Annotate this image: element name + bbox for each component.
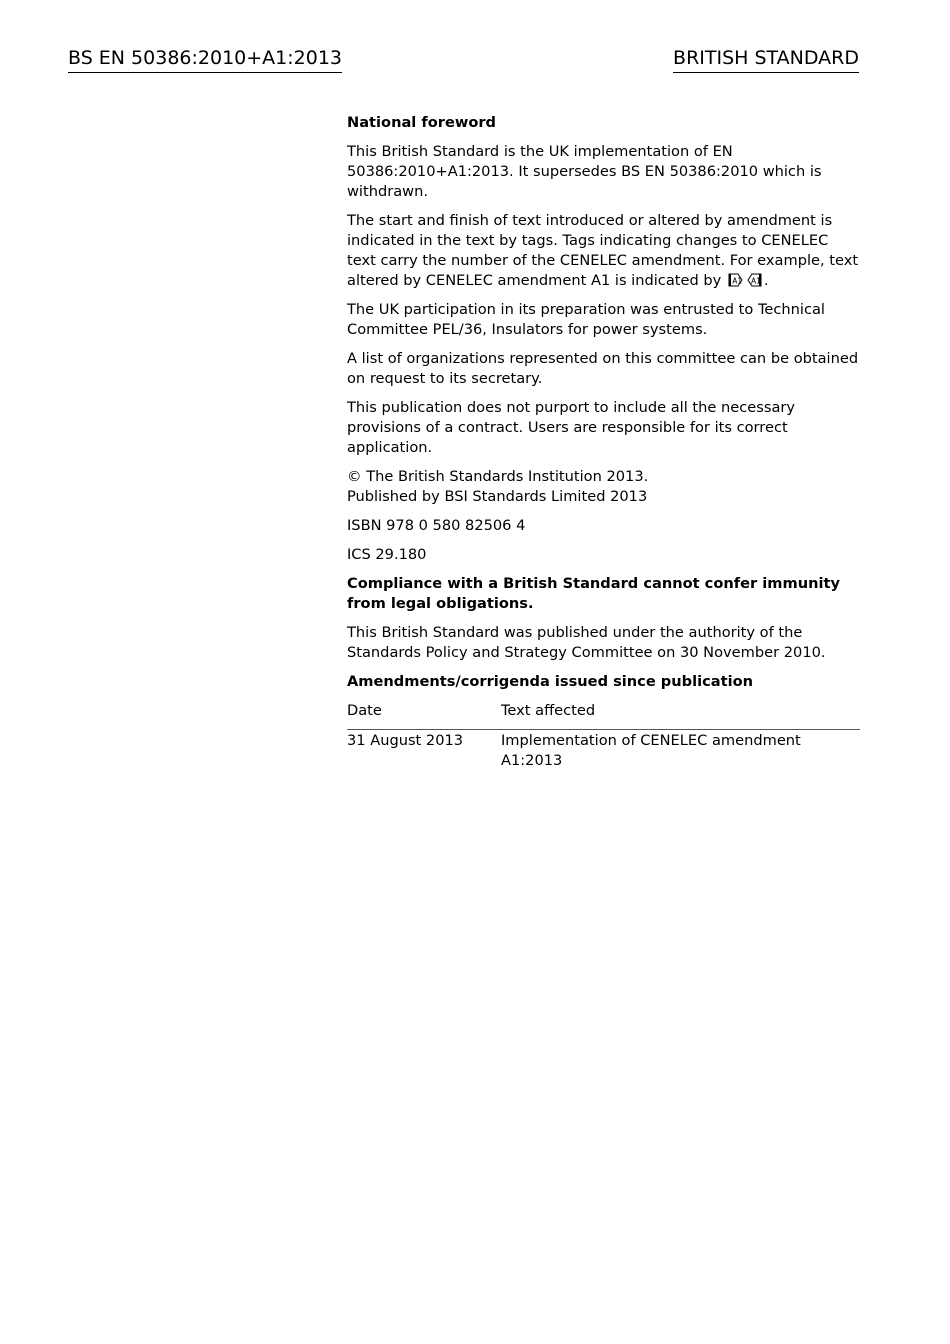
amendment-a1-end-tag-icon — [747, 273, 762, 287]
amendment-text-affected: Implementation of CENELEC amendment A1:2013 — [501, 732, 801, 769]
foreword-paragraph-organizations: A list of organizations represented on this committee can be obtained on request to its secretary. — [347, 350, 859, 387]
table-row — [347, 730, 860, 772]
tags-text-end: . — [763, 272, 769, 289]
ics: ICS 29.180 — [347, 546, 427, 563]
national-foreword-section — [347, 113, 860, 771]
amendment-date: 31 August 2013 — [347, 732, 464, 749]
isbn: ISBN 978 0 580 82506 4 — [347, 517, 526, 534]
column-header-date: Date — [347, 701, 501, 730]
document-number: BS EN 50386:2010+A1:2013 — [68, 46, 342, 73]
compliance-statement: Compliance with a British Standard cannot confer immunity from legal obligations. — [347, 575, 840, 612]
tags-text: The start and finish of text introduced or altered by amendment is indicated in the text by tags. Tags indicating changes to CENELEC text carry the number of the CENELEC amendment. For example, text altered by CENELEC amendment A1 is indicated by — [347, 212, 859, 289]
column-header-text-affected: Text affected — [501, 701, 860, 730]
copyright-block — [347, 467, 860, 507]
tag-open-label: A1 — [732, 276, 743, 286]
amendments-title: Amendments/corrigenda issued since publication — [347, 673, 753, 690]
foreword-title: National foreword — [347, 114, 497, 131]
foreword-paragraph-tags — [347, 211, 860, 291]
amendment-a1-start-tag-icon — [728, 273, 743, 287]
authority-statement: This British Standard was published under the authority of the Standards Policy and Strategy Committee on 30 November 2010. — [347, 624, 826, 661]
copyright-line: © The British Standards Institution 2013. — [347, 468, 649, 485]
tag-close-label: A1 — [750, 276, 761, 286]
table-header-row — [347, 701, 860, 730]
foreword-paragraph-committee: The UK participation in its preparation was entrusted to Technical Committee PEL/36, Insulators for power systems. — [347, 301, 825, 338]
foreword-paragraph-disclaimer: This publication does not purport to include all the necessary provisions of a contract. Users are responsible for its correct application. — [347, 399, 796, 456]
publisher-line: Published by BSI Standards Limited 2013 — [347, 488, 648, 505]
foreword-paragraph-implementation: This British Standard is the UK implementation of EN 50386:2010+A1:2013. It supersedes BS EN 50386:2010 which is withdrawn. — [347, 143, 822, 200]
amendments-table — [347, 701, 860, 771]
document-type: BRITISH STANDARD — [673, 46, 859, 73]
